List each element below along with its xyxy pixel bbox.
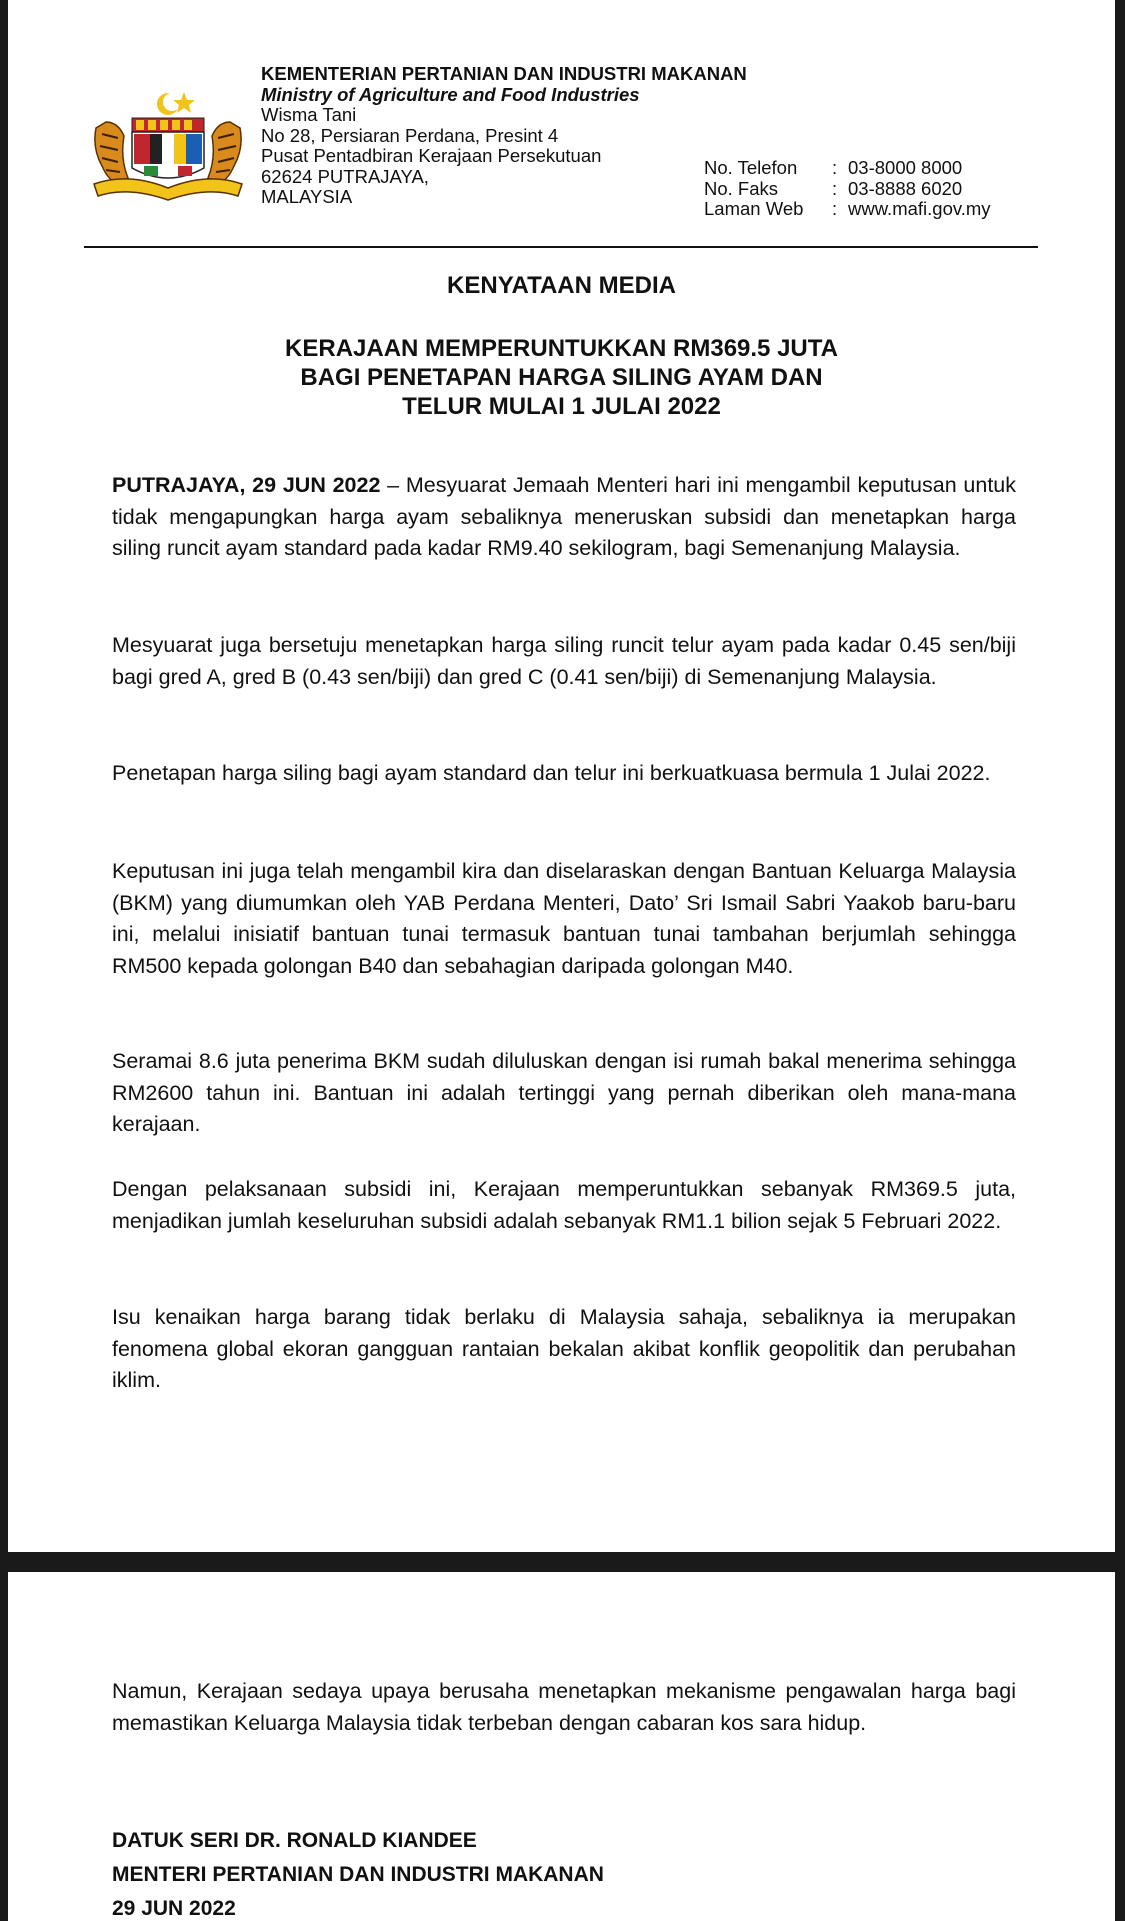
headline (8, 334, 1115, 421)
contact-value: www.mafi.gov.my (848, 198, 991, 219)
body-paragraph: Namun, Kerajaan sedaya upaya berusaha menetapkan mekanisme pengawalan harga bagi memastikan Keluarga Malaysia tidak terbeban dengan cabaran kos sara hidup. (112, 1679, 1016, 1735)
headline-line: TELUR MULAI 1 JULAI 2022 (402, 393, 721, 420)
contact-row-website (704, 199, 991, 220)
contact-label: No. Telefon (704, 157, 798, 178)
letterhead-text (261, 64, 747, 208)
contact-row-fax (704, 179, 991, 200)
address-line: MALAYSIA (261, 186, 353, 207)
body-paragraph: Keputusan ini juga telah mengambil kira dan diselaraskan dengan Bantuan Keluarga Malaysia (BKM) yang diumumkan oleh YAB Perdana Menteri, Dato’ Sri Ismail Sabri Yaakob baru-baru ini, melalui inisiatif bantuan tunai termasuk bantuan tunai tambahan berjumlah sehingga RM500 kepada golongan B40 dan sebahagian daripada golongan M40. (112, 859, 1016, 978)
document-page-2 (8, 1572, 1115, 1921)
ministry-name-english: Ministry of Agriculture and Food Industries (261, 83, 640, 105)
signatory-name: DATUK SERI DR. RONALD KIANDEE (112, 1829, 477, 1852)
signatory-title: MENTERI PERTANIAN DAN INDUSTRI MAKANAN (112, 1863, 604, 1886)
contact-separator: : (832, 198, 838, 219)
headline-line: KERAJAAN MEMPERUNTUKKAN RM369.5 JUTA (285, 335, 838, 362)
body-paragraph: Dengan pelaksanaan subsidi ini, Kerajaan memperuntukkan sebanyak RM369.5 juta, menjadikan jumlah keseluruhan subsidi adalah sebanyak RM1.1 bilion sejak 5 Februari 2022. (112, 1177, 1016, 1233)
address-line: 62624 PUTRAJAYA, (261, 165, 429, 187)
body-paragraph: Mesyuarat juga bersetuju menetapkan harga siling runcit telur ayam pada kadar 0.45 sen/biji bagi gred A, gred B (0.43 sen/biji) dan gred C (0.41 sen/biji) di Semenanjung Malaysia. (112, 633, 1016, 689)
body-paragraph: Seramai 8.6 juta penerima BKM sudah diluluskan dengan isi rumah bakal menerima sehingga RM2600 tahun ini. Bantuan ini adalah tertinggi yang pernah diberikan oleh mana-mana kerajaan. (112, 1049, 1016, 1136)
contact-label: No. Faks (704, 177, 779, 199)
contact-row-phone (704, 158, 991, 179)
contact-separator: : (832, 177, 838, 199)
contact-block (704, 158, 991, 220)
address-line: Pusat Pentadbiran Kerajaan Persekutuan (261, 145, 602, 166)
headline-line: BAGI PENETAPAN HARGA SILING AYAM DAN (300, 364, 823, 391)
body-paragraph (112, 470, 1016, 565)
address-line: Wisma Tani (261, 104, 357, 125)
paragraph-text: – Mesyuarat Jemaah Menteri hari ini mengambil keputusan untuk tidak mengapungkan harga ayam sebaliknya meneruskan subsidi dan menetapkan harga siling runcit ayam standard pada kadar RM9.40 sekilogram, bagi Semenanjung Malaysia. (112, 473, 1017, 560)
ministry-name-malay: KEMENTERIAN PERTANIAN DAN INDUSTRI MAKANAN (261, 63, 747, 84)
document-page-1 (8, 0, 1115, 1552)
body-paragraph: Isu kenaikan harga barang tidak berlaku di Malaysia sahaja, sebaliknya ia merupakan fenomena global ekoran gangguan rantaian bekalan akibat konflik geopolitik dan perubahan iklim. (112, 1305, 1016, 1392)
dateline: PUTRAJAYA, 29 JUN 2022 (112, 473, 381, 497)
contact-value: 03-8000 8000 (848, 157, 963, 178)
contact-value: 03-8888 6020 (848, 177, 963, 199)
contact-label: Laman Web (704, 198, 804, 219)
signature-block (112, 1824, 604, 1921)
contact-separator: : (832, 157, 838, 178)
coat-of-arms-icon (88, 88, 248, 206)
signature-date: 29 JUN 2022 (112, 1897, 236, 1920)
address-line: No 28, Persiaran Perdana, Presint 4 (261, 124, 559, 146)
letterhead-divider (84, 246, 1038, 248)
media-statement-label: KENYATAAN MEDIA (447, 272, 676, 299)
body-paragraph: Penetapan harga siling bagi ayam standard dan telur ini berkuatkuasa bermula 1 Julai 2022. (112, 761, 991, 785)
